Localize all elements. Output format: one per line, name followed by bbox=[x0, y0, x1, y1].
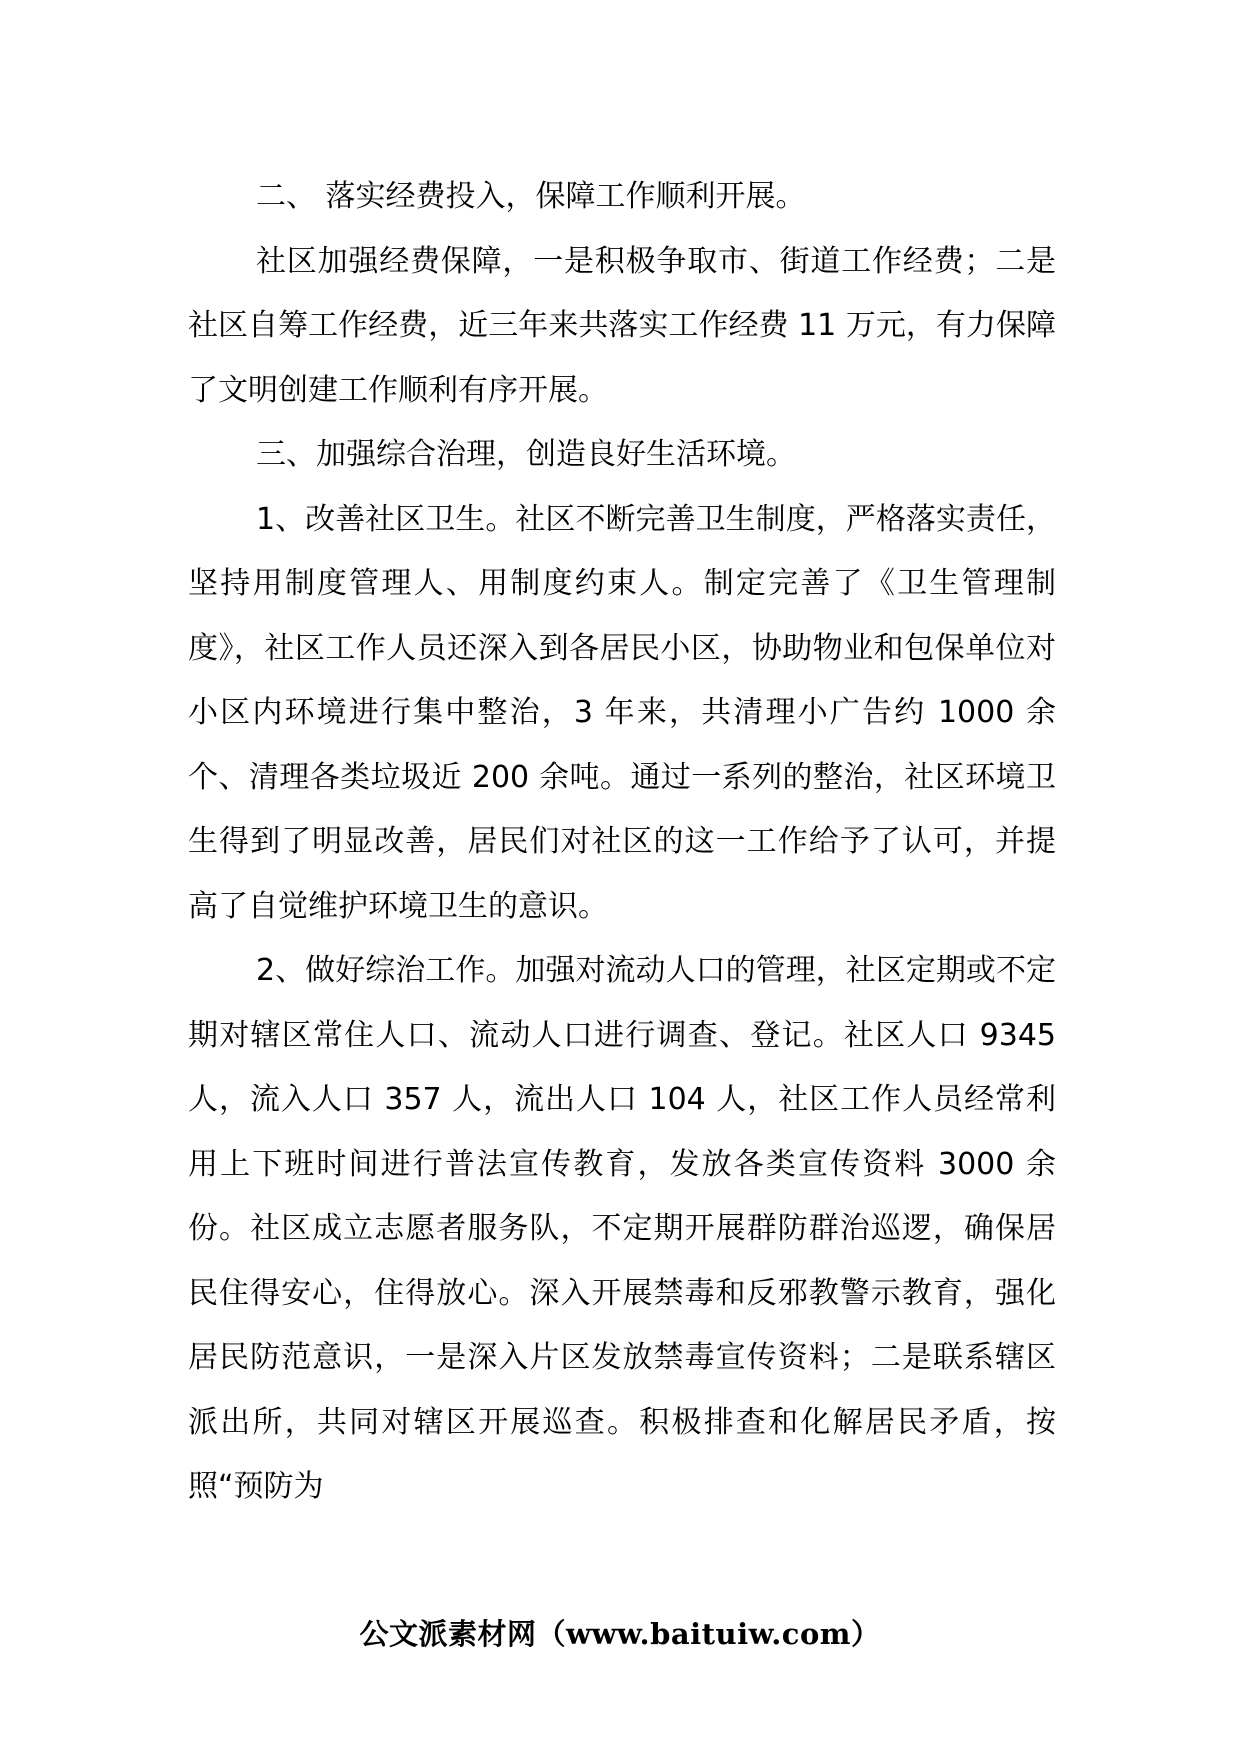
section-heading-2: 二、 落实经费投入，保障工作顺利开展。 bbox=[256, 179, 806, 214]
paragraph-governance: 2、做好综治工作。加强对流动人口的管理，社区定期或不定期对辖区常住人口、流动人口进行调查、登记。社区人口 9345 人，流入人口 357 人，流出人口 104 人，社区工作人员经常利用上下班时间进行普法宣传教育，发放各类宣传资料 3000 余份。社区成立志愿者服务队，不定期开展群防群治巡逻，确保居民住得安心，住得放心。深入开展禁毒和反邪教警示教育，强化居民防范意识，一是深入片区发放禁毒宣传资料；二是联系辖区派出所，共同对辖区开展巡查。积极排查和化解居民矛盾，按照“预防为 bbox=[188, 953, 1056, 1504]
document-body bbox=[188, 165, 1056, 1520]
paragraph-funding: 社区加强经费保障，一是积极争取市、街道工作经费；二是社区自筹工作经费，近三年来共落实工作经费 11 万元，有力保障了文明创建工作顺利有序开展。 bbox=[188, 243, 1056, 408]
section-heading-3: 三、加强综合治理，创造良好生活环境。 bbox=[256, 437, 796, 472]
footer-watermark: 公文派素材网（www.baituiw.com） bbox=[359, 1617, 881, 1651]
paragraph-sanitation: 1、改善社区卫生。社区不断完善卫生制度，严格落实责任，坚持用制度管理人、用制度约束人。制定完善了《卫生管理制度》，社区工作人员还深入到各居民小区，协助物业和包保单位对小区内环境进行集中整治，3 年来，共清理小广告约 1000 余个、清理各类垃圾近 200 余吨。通过一系列的整治，社区环境卫生得到了明显改善，居民们对社区的这一工作给予了认可，并提高了自觉维护环境卫生的意识。 bbox=[188, 501, 1056, 924]
